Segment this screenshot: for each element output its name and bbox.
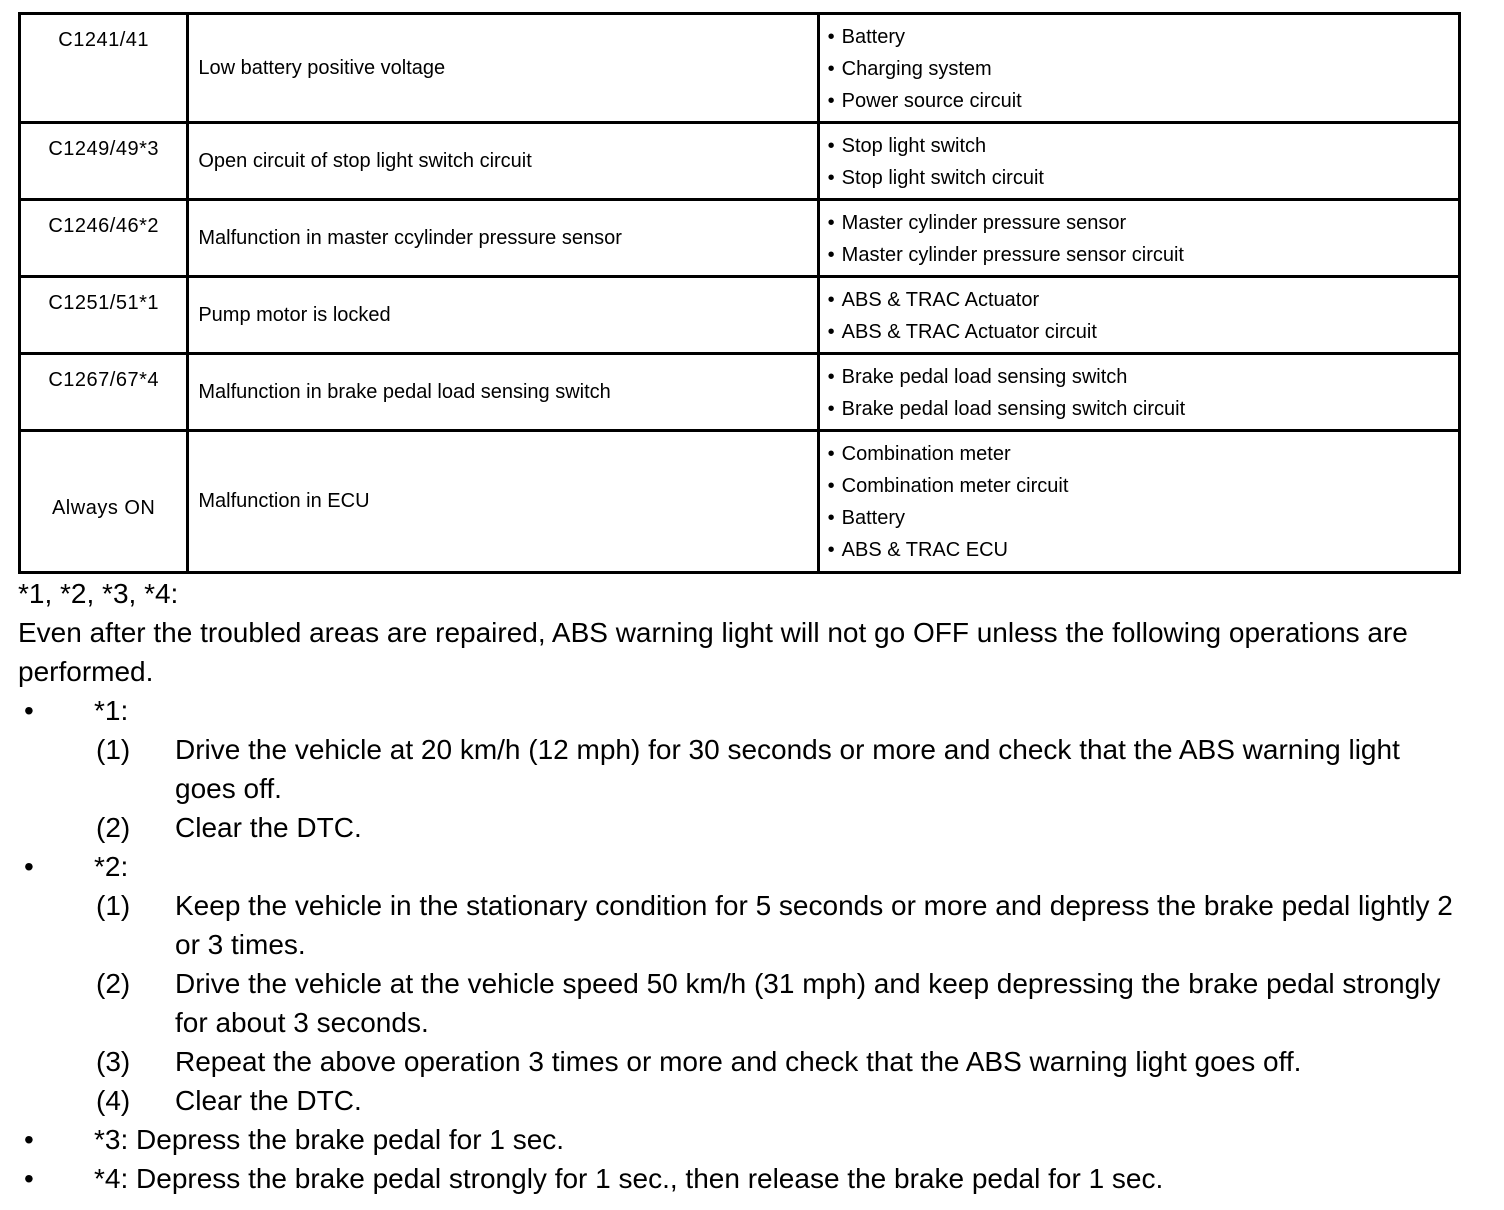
bullet-icon: • <box>24 1124 34 1155</box>
table-row <box>20 431 1460 573</box>
trouble-area-item: • Combination meter <box>828 438 1452 470</box>
step-text: Clear the DTC. <box>175 1085 362 1116</box>
bullet-icon: • <box>827 539 835 561</box>
step-number: (3) <box>96 1046 131 1077</box>
step-item <box>18 730 1468 808</box>
note-item-1 <box>18 691 1468 730</box>
trouble-area-list <box>818 431 1459 573</box>
step-list <box>18 730 1468 847</box>
note-item-2 <box>18 847 1468 886</box>
step-item <box>18 886 1468 964</box>
step-list <box>18 886 1468 1120</box>
detection-item: Malfunction in brake pedal load sensing switch <box>188 354 818 431</box>
detection-item: Pump motor is locked <box>188 277 818 354</box>
trouble-area-list <box>818 200 1459 277</box>
note-item-3 <box>18 1120 1468 1159</box>
detection-item: Malfunction in master ccylinder pressure sensor <box>188 200 818 277</box>
detection-item: Malfunction in ECU <box>188 431 818 573</box>
note-label: *2: <box>94 851 129 882</box>
note-label: *4: Depress the brake pedal strongly for 1 sec., then release the brake pedal for 1 sec. <box>94 1163 1164 1194</box>
step-number: (1) <box>96 890 131 921</box>
trouble-area-item: • Master cylinder pressure sensor circuit <box>828 239 1452 271</box>
note-label: *1: <box>94 695 129 726</box>
trouble-area-item: • ABS & TRAC Actuator circuit <box>828 316 1452 348</box>
trouble-area-item: • Stop light switch circuit <box>828 162 1452 194</box>
trouble-area-list <box>818 277 1459 354</box>
trouble-area-item: • Combination meter circuit <box>828 470 1452 502</box>
dtc-code: C1241/41 <box>20 14 188 123</box>
bullet-icon: • <box>827 321 835 343</box>
table-row <box>20 123 1460 200</box>
step-text: Keep the vehicle in the stationary condition for 5 seconds or more and depress the brake pedal lightly 2 or 3 times. <box>175 890 1453 960</box>
table-row <box>20 14 1460 123</box>
step-number: (2) <box>96 812 131 843</box>
trouble-area-item: • Brake pedal load sensing switch circuit <box>828 393 1452 425</box>
bullet-icon: • <box>827 212 835 234</box>
bullet-icon: • <box>827 398 835 420</box>
dtc-code: C1246/46*2 <box>20 200 188 277</box>
bullet-icon: • <box>827 475 835 497</box>
dtc-code: Always ON <box>20 431 188 573</box>
bullet-icon: • <box>827 58 835 80</box>
bullet-icon: • <box>24 1163 34 1194</box>
dtc-code: C1249/49*3 <box>20 123 188 200</box>
trouble-area-item: • Brake pedal load sensing switch <box>828 361 1452 393</box>
bullet-icon: • <box>827 167 835 189</box>
detection-item: Open circuit of stop light switch circuit <box>188 123 818 200</box>
table-row <box>20 277 1460 354</box>
trouble-area-list <box>818 14 1459 123</box>
step-number: (2) <box>96 968 131 999</box>
bullet-icon: • <box>827 135 835 157</box>
step-item <box>18 808 1468 847</box>
step-text: Clear the DTC. <box>175 812 362 843</box>
notes-heading: *1, *2, *3, *4: <box>18 578 179 609</box>
step-number: (4) <box>96 1085 131 1116</box>
step-text: Drive the vehicle at the vehicle speed 50 km/h (31 mph) and keep depressing the brake pedal strongly for about 3 seconds. <box>175 968 1441 1038</box>
bullet-icon: • <box>827 90 835 112</box>
bullet-icon: • <box>24 851 34 882</box>
bullet-icon: • <box>827 366 835 388</box>
bullet-icon: • <box>827 443 835 465</box>
step-number: (1) <box>96 734 131 765</box>
notes-section <box>18 574 1468 1198</box>
bullet-icon: • <box>827 507 835 529</box>
step-item <box>18 1042 1468 1081</box>
detection-item: Low battery positive voltage <box>188 14 818 123</box>
notes-intro: Even after the troubled areas are repaired, ABS warning light will not go OFF unless the following operations are performed. <box>18 617 1408 687</box>
dtc-table <box>18 12 1461 574</box>
dtc-code: C1267/67*4 <box>20 354 188 431</box>
note-item-4 <box>18 1159 1468 1198</box>
bullet-icon: • <box>827 244 835 266</box>
trouble-area-item: • ABS & TRAC Actuator <box>828 284 1452 316</box>
trouble-area-item: • Power source circuit <box>828 85 1452 117</box>
trouble-area-item: • Charging system <box>828 53 1452 85</box>
step-item <box>18 964 1468 1042</box>
bullet-icon: • <box>827 26 835 48</box>
dtc-code: C1251/51*1 <box>20 277 188 354</box>
trouble-area-item: • Master cylinder pressure sensor <box>828 207 1452 239</box>
trouble-area-item: • Battery <box>828 21 1452 53</box>
trouble-area-list <box>818 123 1459 200</box>
trouble-area-item: • Stop light switch <box>828 130 1452 162</box>
step-text: Repeat the above operation 3 times or more and check that the ABS warning light goes off. <box>175 1046 1302 1077</box>
table-row <box>20 354 1460 431</box>
step-text: Drive the vehicle at 20 km/h (12 mph) for 30 seconds or more and check that the ABS warning light goes off. <box>175 734 1400 804</box>
table-row <box>20 200 1460 277</box>
trouble-area-item: • ABS & TRAC ECU <box>828 534 1452 566</box>
step-item <box>18 1081 1468 1120</box>
trouble-area-list <box>818 354 1459 431</box>
bullet-icon: • <box>24 695 34 726</box>
note-label: *3: Depress the brake pedal for 1 sec. <box>94 1124 565 1155</box>
bullet-icon: • <box>827 289 835 311</box>
trouble-area-item: • Battery <box>828 502 1452 534</box>
